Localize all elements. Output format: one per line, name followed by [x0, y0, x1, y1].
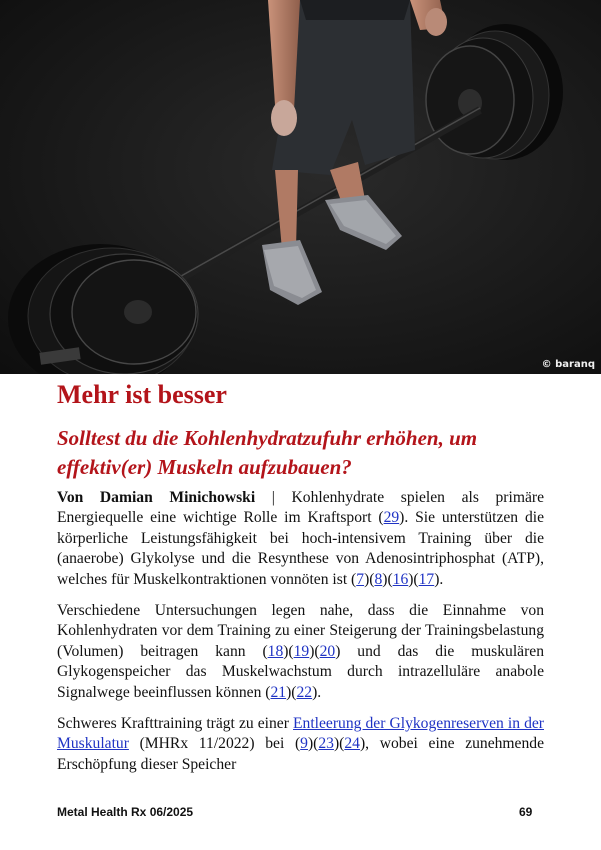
reference-link[interactable]: 24	[344, 735, 360, 753]
reference-link[interactable]: 18	[267, 642, 284, 660]
reference-link[interactable]: 29	[383, 509, 400, 527]
paragraph-text: ). Sie unterstützen die körperliche Leistungsfähigkeit bei hoch-intensivem Training über die (anaerobe) Glykolyse und die Resynthese von Adenosintriphosphat (ATP), welches für Muskelkontraktionen vonnöten ist (	[57, 509, 544, 588]
paragraph-text: ).	[312, 683, 322, 701]
article-title: Mehr ist besser	[57, 380, 227, 409]
byline-separator: |	[255, 489, 292, 506]
reference-link[interactable]: 21	[270, 683, 287, 701]
reference-link[interactable]: 20	[319, 642, 336, 660]
reference-link[interactable]: 9	[300, 735, 308, 753]
barbell-photo-illustration	[0, 0, 601, 374]
author-byline: Von Damian Minichowski	[57, 489, 256, 506]
article-subtitle: Solltest du die Kohlenhydratzufuhr erhöhen, um effektiv(er) Muskeln aufzubauen?	[57, 426, 478, 479]
footer-publication: Metal Health Rx 06/2025	[57, 805, 194, 819]
paragraph-text: ) und das die muskulären Glykogenspeicher das Muskelwachstum durch intrazelluläre anabole Signalwege beeinflussen können (	[57, 642, 544, 701]
reference-link[interactable]: 17	[418, 570, 435, 588]
paragraph-text: Kohlenhydrate spielen als primäre Energiequelle eine wichtige Rolle im Kraftsport (	[57, 489, 544, 527]
page-number: 69	[519, 805, 533, 819]
paragraph-text: ), wobei eine zunehmende Erschöpfung dieser Speicher	[57, 735, 544, 773]
article-body	[57, 488, 544, 786]
paragraph-text: ).	[434, 570, 444, 588]
photo-credit: © baranq	[541, 359, 595, 370]
hero-photo	[0, 0, 601, 374]
reference-link[interactable]: 23	[318, 735, 334, 753]
reference-link[interactable]: 7	[356, 570, 365, 588]
paragraph-text: Verschiedene Untersuchungen legen nahe, dass die Einnahme von Kohlenhydraten vor dem Training zu einer Steigerung der Trainingsbelastung (Volumen) beitragen kann (	[57, 602, 544, 660]
paragraph-1: Von Damian Minichowski | Kohlenhydrate spielen als primäre Energiequelle eine wichtige Rolle im Kraftsport (29). Sie unterstützen die körperliche Leistungsfähigkeit bei hoch-intensivem Training über die (anaerobe) Glykolyse und die Resynthese von Adenosintriphosphat (ATP), welches für Muskelkontraktionen vonnöten ist (7)(8)(16)(17).	[57, 489, 544, 588]
paragraph-text: (MHRx 11/2022) bei (	[128, 735, 301, 753]
paragraph-2: Verschiedene Untersuchungen legen nahe, dass die Einnahme von Kohlenhydraten vor dem Training zu einer Steigerung der Trainingsbelastung (Volumen) beitragen kann (18)(19)(20) und das die muskulären Glykogenspeicher das Muskelwachstum durch intrazelluläre anabole Signalwege beeinflussen können (21)(22).	[57, 602, 544, 701]
reference-link[interactable]: 16	[392, 570, 409, 588]
paragraph-text: Schweres Krafttraining trägt zu einer	[57, 715, 294, 733]
reference-link[interactable]: 22	[296, 683, 313, 701]
paragraph-3: Schweres Krafttraining trägt zu einer Entleerung der Glykogenreserven in der Muskulatur (MHRx 11/2022) bei (9)(23)(24), wobei eine zunehmende Erschöpfung dieser Speicher	[57, 715, 544, 773]
reference-link[interactable]: 19	[293, 642, 310, 660]
reference-link[interactable]: 8	[374, 570, 383, 588]
article-cross-link[interactable]: Entleerung der Glykogenreserven in der Muskulatur	[57, 715, 544, 753]
